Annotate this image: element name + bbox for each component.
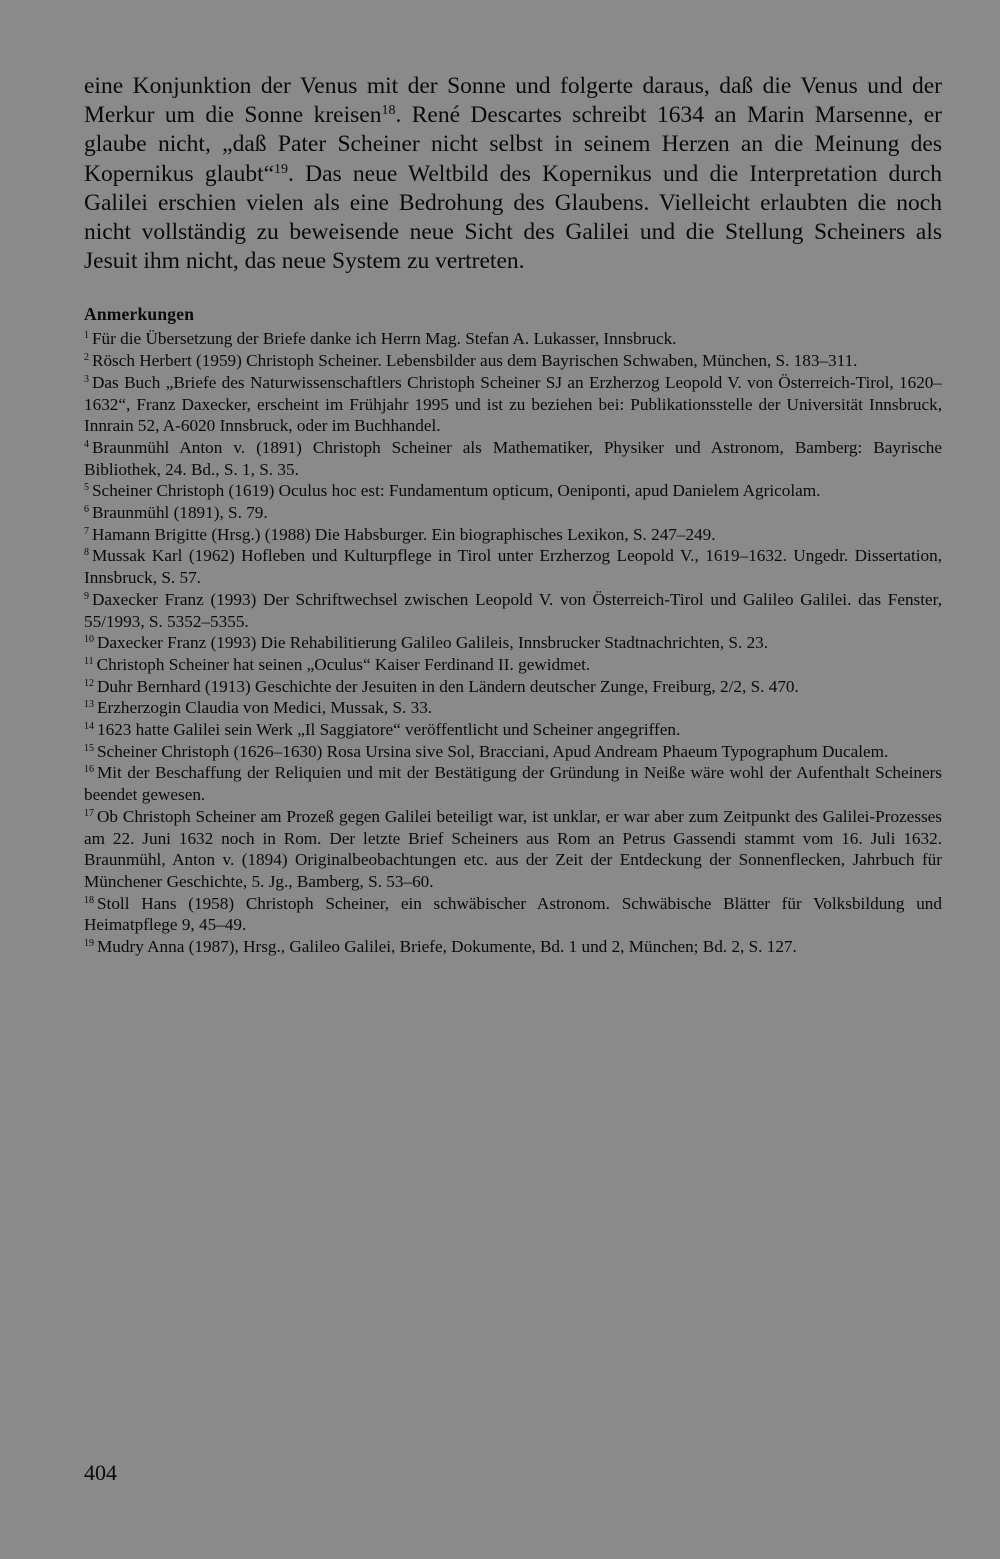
- body-paragraph: [84, 72, 942, 276]
- note-item: [84, 806, 942, 893]
- note-text: Rösch Herbert (1959) Christoph Scheiner. Lebensbilder aus dem Bayrischen Schwaben, München, S. 183–311.: [92, 351, 858, 371]
- notes-heading: Anmerkungen: [84, 304, 195, 325]
- body-text-segment: eine Konjunktion der Venus mit der Sonne und folgerte daraus, daß die Venus und der Merkur um die Sonne kreisen: [84, 73, 942, 129]
- note-text: Mudry Anna (1987), Hrsg., Galileo Galilei, Briefe, Dokumente, Bd. 1 und 2, München; Bd. 2, S. 127.: [97, 937, 797, 957]
- note-item: [84, 654, 942, 676]
- note-item: [84, 719, 942, 741]
- note-item: [84, 328, 942, 350]
- note-number: 2: [84, 352, 89, 364]
- note-text: Daxecker Franz (1993) Die Rehabilitierung Galileo Galileis, Innsbrucker Stadtnachrichten, S. 23.: [97, 633, 769, 653]
- note-number: 15: [84, 742, 94, 754]
- note-text: Braunmühl Anton v. (1891) Christoph Scheiner als Mathematiker, Physiker und Astronom, Bamberg: Bayrische Bibliothek, 24. Bd., S. 1, S. 35.: [84, 437, 942, 479]
- note-number: 9: [84, 590, 89, 602]
- note-number: 8: [84, 547, 89, 559]
- note-number: 10: [84, 634, 94, 646]
- note-item: [84, 676, 942, 698]
- body-text-segment: . René Descartes schreibt 1634 an Marin Marsenne, er glaube nicht, „daß Pater Scheiner nicht selbst in seinem Herzen an die Meinung des Kopernikus glaubt“: [84, 102, 942, 187]
- note-text: Erzherzogin Claudia von Medici, Mussak, S. 33.: [97, 698, 433, 718]
- note-number: 13: [84, 699, 94, 711]
- note-text: 1623 hatte Galilei sein Werk „Il Saggiatore“ veröffentlicht und Scheiner angegriffen.: [97, 720, 681, 740]
- note-number: 6: [84, 504, 89, 516]
- note-item: [84, 437, 942, 480]
- note-number: 3: [84, 373, 89, 385]
- note-text: Braunmühl (1891), S. 79.: [92, 503, 268, 523]
- note-text: Ob Christoph Scheiner am Prozeß gegen Galilei beteiligt war, ist unklar, er war aber zum Zeitpunkt des Galilei-Prozesses am 22. Juni 1632 noch in Rom. Der letzte Brief Scheiners aus Rom an Petrus Gassendi stammt vom 16. Juli 1632. Braunmühl, Anton v. (1894) Originalbeobachtungen etc. aus der Zeit der Entdeckung der Sonnenflecken, Jahrbuch für Münchener Geschichte, 5. Jg., Bamberg, S. 53–60.: [84, 806, 942, 891]
- note-text: Scheiner Christoph (1619) Oculus hoc est: Fundamentum opticum, Oeniponti, apud Danielem Agricolam.: [92, 481, 821, 501]
- note-number: 12: [84, 677, 94, 689]
- note-text: Daxecker Franz (1993) Der Schriftwechsel zwischen Leopold V. von Österreich-Tirol und Galileo Galilei. das Fenster, 55/1993, S. 5352–5355.: [84, 589, 942, 631]
- note-number: 1: [84, 330, 89, 342]
- notes-list: [84, 328, 942, 957]
- note-number: 5: [84, 482, 89, 494]
- note-item: [84, 697, 942, 719]
- footnote-ref: 18: [381, 103, 396, 119]
- note-item: [84, 545, 942, 588]
- note-number: 14: [84, 721, 94, 733]
- note-number: 7: [84, 525, 89, 537]
- note-number: 11: [84, 655, 94, 667]
- note-text: Scheiner Christoph (1626–1630) Rosa Ursina sive Sol, Bracciani, Apud Andream Phaeum Typographum Ducalem.: [97, 741, 889, 761]
- note-item: [84, 893, 942, 936]
- note-item: [84, 589, 942, 632]
- body-text-segment: . Das neue Weltbild des Kopernikus und die Interpretation durch Galilei erschien vielen als eine Bedrohung des Glaubens. Vielleicht erlaubten die noch nicht vollständig zu beweisende neue Sicht des Galilei und die Stellung Scheiners als Jesuit ihm nicht, das neue System zu vertreten.: [84, 160, 943, 275]
- note-item: [84, 762, 942, 805]
- note-text: Christoph Scheiner hat seinen „Oculus“ Kaiser Ferdinand II. gewidmet.: [96, 654, 591, 674]
- page-number: 404: [84, 1460, 117, 1485]
- note-text: Duhr Bernhard (1913) Geschichte der Jesuiten in den Ländern deutscher Zunge, Freiburg, 2/2, S. 470.: [97, 676, 799, 696]
- note-number: 17: [84, 807, 94, 819]
- note-text: Das Buch „Briefe des Naturwissenschaftlers Christoph Scheiner SJ an Erzherzog Leopold V. von Österreich-Tirol, 1620–1632“, Franz Daxecker, erscheint im Frühjahr 1995 und ist zu beziehen bei: Publikationsstelle der Universität Innsbruck, Innrain 52, A-6020 Innsbruck, oder im Buchhandel.: [84, 372, 942, 436]
- note-item: [84, 372, 942, 437]
- footnote-ref: 19: [274, 161, 289, 177]
- note-item: [84, 524, 942, 546]
- note-text: Stoll Hans (1958) Christoph Scheiner, ein schwäbischer Astronom. Schwäbische Blätter für Volksbildung und Heimatpflege 9, 45–49.: [84, 893, 942, 935]
- note-number: 19: [84, 938, 94, 950]
- note-text: Mit der Beschaffung der Reliquien und mit der Bestätigung der Gründung in Neiße wäre wohl der Aufenthalt Scheiners beendet gewesen.: [84, 763, 942, 805]
- note-number: 16: [84, 764, 94, 776]
- note-text: Hamann Brigitte (Hrsg.) (1988) Die Habsburger. Ein biographisches Lexikon, S. 247–249.: [92, 524, 716, 544]
- note-number: 4: [84, 438, 89, 450]
- note-item: [84, 350, 942, 372]
- note-item: [84, 741, 942, 763]
- note-item: [84, 480, 942, 502]
- note-item: [84, 936, 942, 958]
- note-text: Mussak Karl (1962) Hofleben und Kulturpflege in Tirol unter Erzherzog Leopold V., 1619–1632. Ungedr. Dissertation, Innsbruck, S. 57.: [84, 546, 942, 588]
- note-number: 18: [84, 894, 94, 906]
- note-item: [84, 632, 942, 654]
- page: [84, 72, 942, 958]
- note-text: Für die Übersetzung der Briefe danke ich Herrn Mag. Stefan A. Lukasser, Innsbruck.: [92, 329, 677, 349]
- note-item: [84, 502, 942, 524]
